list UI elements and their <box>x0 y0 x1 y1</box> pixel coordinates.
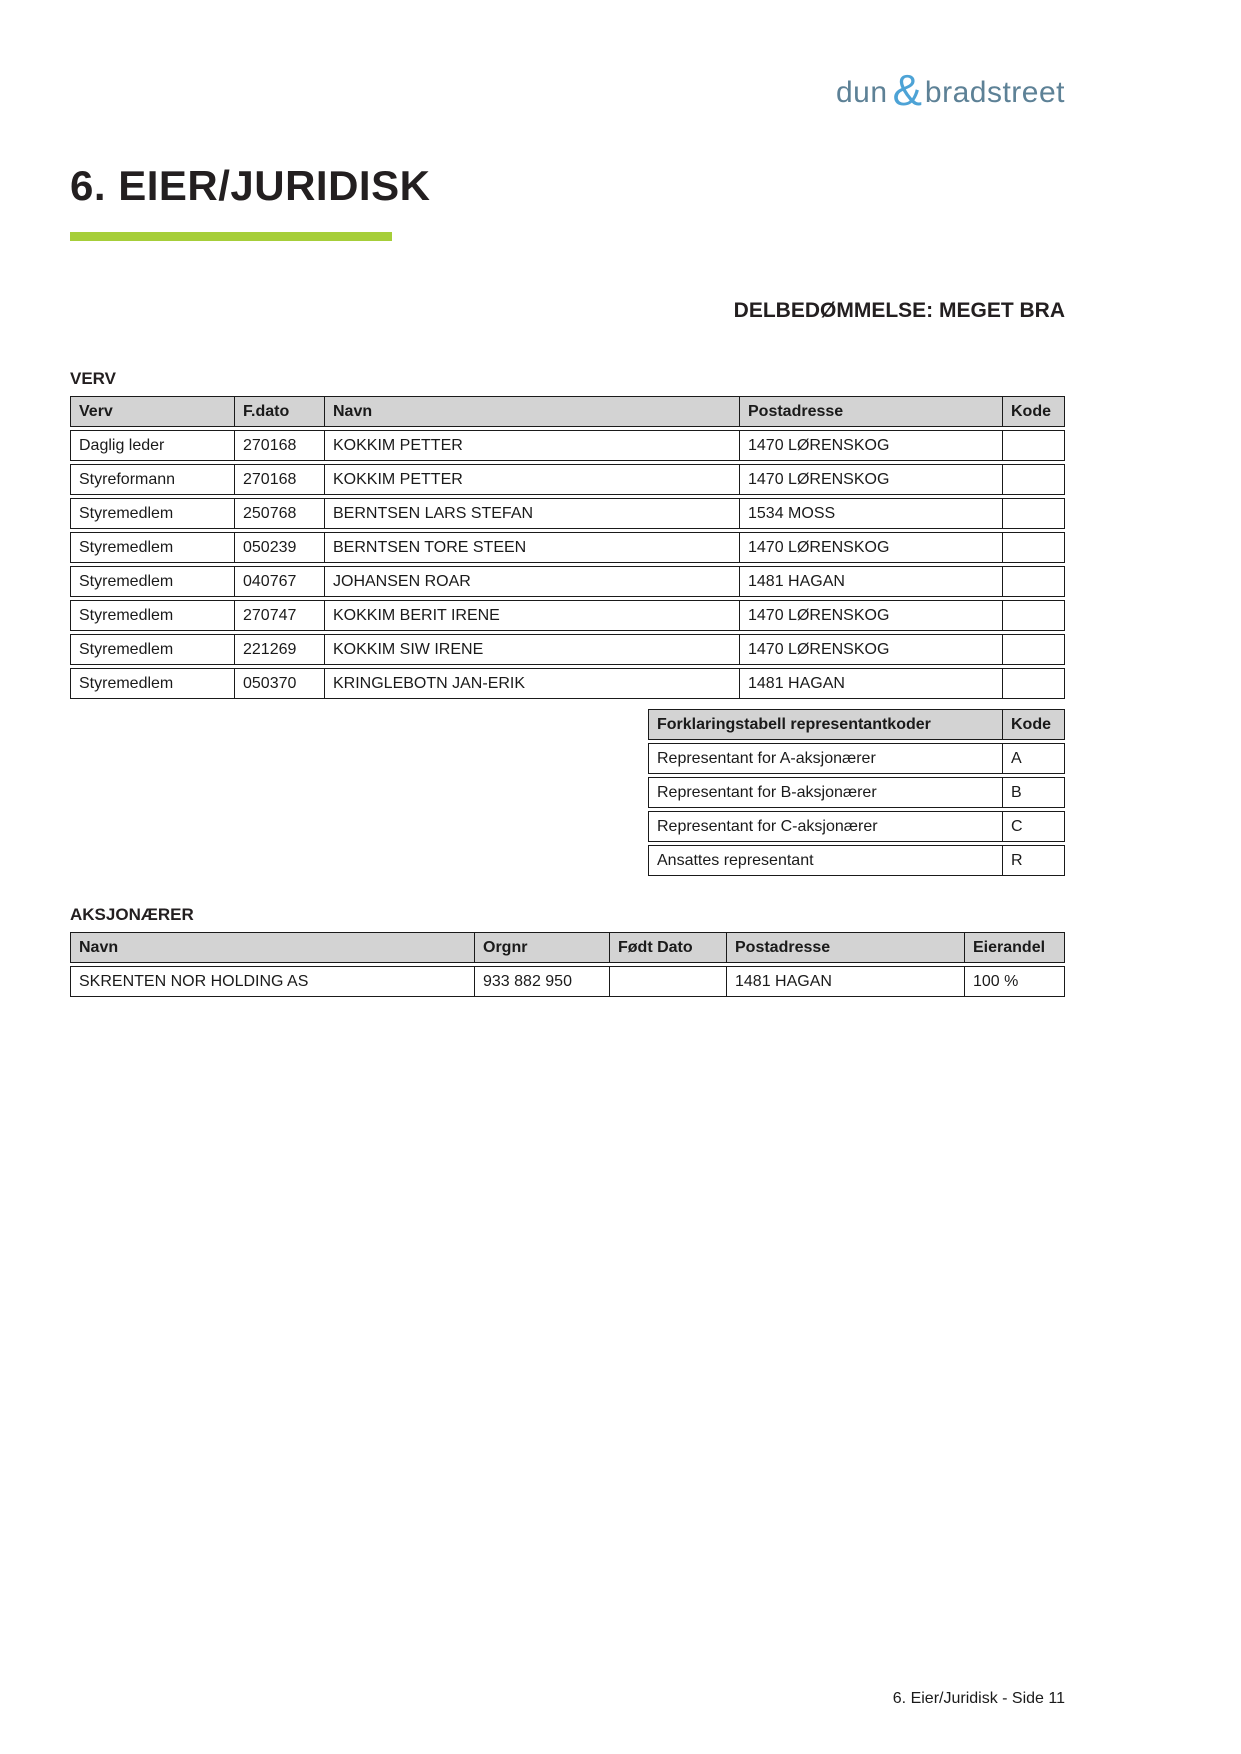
table-cell: 1470 LØRENSKOG <box>740 600 1003 631</box>
column-header-kode: Kode <box>1003 709 1065 740</box>
table-row <box>648 743 1065 774</box>
column-header-fodt-dato: Født Dato <box>610 932 727 963</box>
table-cell: 1470 LØRENSKOG <box>740 532 1003 563</box>
table-cell: 1470 LØRENSKOG <box>740 430 1003 461</box>
table-cell: 1481 HAGAN <box>727 966 965 997</box>
table-cell: 1481 HAGAN <box>740 668 1003 699</box>
table-cell: 1470 LØRENSKOG <box>740 634 1003 665</box>
table-header-row <box>648 709 1065 740</box>
table-cell: KOKKIM PETTER <box>325 464 740 495</box>
sub-rating-text: DELBEDØMMELSE: MEGET BRA <box>733 299 1065 322</box>
table-cell: B <box>1003 777 1065 808</box>
table-row <box>70 600 1065 631</box>
table-header-row <box>70 396 1065 427</box>
table-cell: 1481 HAGAN <box>740 566 1003 597</box>
table-header-row <box>70 932 1065 963</box>
verv-table <box>70 393 1065 702</box>
table-cell: 250768 <box>235 498 325 529</box>
table-cell: R <box>1003 845 1065 876</box>
table-cell <box>1003 600 1065 631</box>
section-label-verv: VERV <box>70 369 116 388</box>
logo-text-dun: dun <box>836 76 888 109</box>
table-cell: A <box>1003 743 1065 774</box>
forklaring-table <box>648 706 1065 879</box>
table-cell: 050239 <box>235 532 325 563</box>
table-cell: 1470 LØRENSKOG <box>740 464 1003 495</box>
column-header-navn: Navn <box>70 932 475 963</box>
forklaring-wrapper <box>70 702 1065 879</box>
table-cell: BERNTSEN LARS STEFAN <box>325 498 740 529</box>
table-cell: 933 882 950 <box>475 966 610 997</box>
column-header-postadresse: Postadresse <box>740 396 1003 427</box>
table-cell: SKRENTEN NOR HOLDING AS <box>70 966 475 997</box>
accent-bar <box>70 232 392 241</box>
table-cell: Styremedlem <box>70 532 235 563</box>
table-row <box>70 532 1065 563</box>
table-row <box>70 430 1065 461</box>
logo-ampersand-icon: & <box>892 66 922 115</box>
table-cell: 050370 <box>235 668 325 699</box>
column-header-verv: Verv <box>70 396 235 427</box>
table-cell: Styremedlem <box>70 566 235 597</box>
table-row <box>648 777 1065 808</box>
table-cell: Ansattes representant <box>648 845 1003 876</box>
table-cell: JOHANSEN ROAR <box>325 566 740 597</box>
table-cell: Styreformann <box>70 464 235 495</box>
page-title: 6. EIER/JURIDISK <box>70 162 431 209</box>
table-row <box>70 966 1065 997</box>
column-header-forklaringstabell: Forklaringstabell representantkoder <box>648 709 1003 740</box>
aksjonaerer-table <box>70 929 1065 1000</box>
table-cell: KOKKIM SIW IRENE <box>325 634 740 665</box>
table-cell: BERNTSEN TORE STEEN <box>325 532 740 563</box>
page-content <box>70 66 1065 1000</box>
column-header-fdato: F.dato <box>235 396 325 427</box>
column-header-postadresse: Postadresse <box>727 932 965 963</box>
table-cell: Styremedlem <box>70 600 235 631</box>
table-cell: Styremedlem <box>70 498 235 529</box>
table-cell <box>1003 634 1065 665</box>
table-row <box>70 668 1065 699</box>
column-header-eierandel: Eierandel <box>965 932 1065 963</box>
table-row <box>70 634 1065 665</box>
table-cell <box>1003 498 1065 529</box>
logo-text-bradstreet: bradstreet <box>924 76 1065 109</box>
table-cell <box>1003 668 1065 699</box>
table-cell: Representant for C-aksjonærer <box>648 811 1003 842</box>
table-cell <box>1003 430 1065 461</box>
table-cell <box>1003 464 1065 495</box>
table-cell: 1534 MOSS <box>740 498 1003 529</box>
table-row <box>70 464 1065 495</box>
table-cell <box>1003 566 1065 597</box>
table-cell: 270168 <box>235 430 325 461</box>
column-header-navn: Navn <box>325 396 740 427</box>
table-row <box>70 498 1065 529</box>
table-cell: 270168 <box>235 464 325 495</box>
column-header-kode: Kode <box>1003 396 1065 427</box>
table-cell: 100 % <box>965 966 1065 997</box>
table-cell: 040767 <box>235 566 325 597</box>
table-cell: KOKKIM BERIT IRENE <box>325 600 740 631</box>
table-cell: Representant for A-aksjonærer <box>648 743 1003 774</box>
table-row <box>648 845 1065 876</box>
table-cell <box>610 966 727 997</box>
table-cell: Representant for B-aksjonærer <box>648 777 1003 808</box>
table-cell: 221269 <box>235 634 325 665</box>
table-cell: Daglig leder <box>70 430 235 461</box>
table-row <box>648 811 1065 842</box>
table-cell: C <box>1003 811 1065 842</box>
dun-bradstreet-logo <box>70 66 1065 115</box>
table-cell: Styremedlem <box>70 668 235 699</box>
column-header-orgnr: Orgnr <box>475 932 610 963</box>
table-cell: 270747 <box>235 600 325 631</box>
table-cell: Styremedlem <box>70 634 235 665</box>
page-footer: 6. Eier/Juridisk - Side 11 <box>892 1690 1065 1707</box>
table-cell: KRINGLEBOTN JAN-ERIK <box>325 668 740 699</box>
table-cell <box>1003 532 1065 563</box>
section-label-aksjonaerer: AKSJONÆRER <box>70 905 194 924</box>
table-cell: KOKKIM PETTER <box>325 430 740 461</box>
table-row <box>70 566 1065 597</box>
